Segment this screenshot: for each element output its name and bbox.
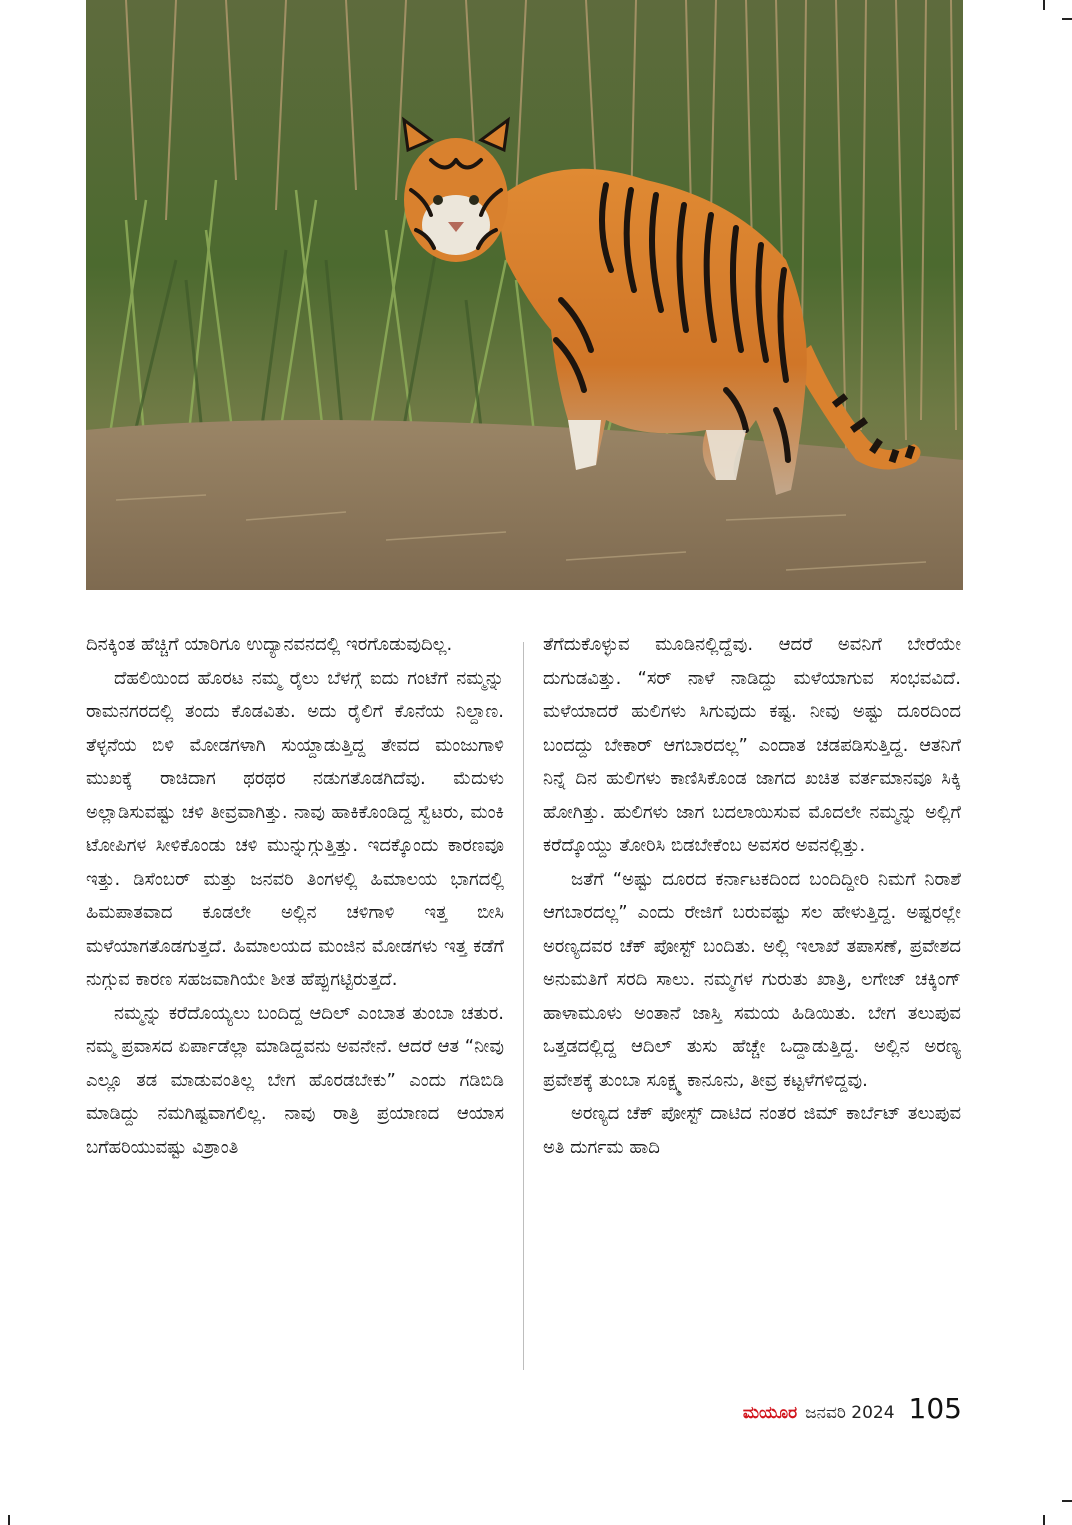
paragraph: ದೆಹಲಿಯಿಂದ ಹೊರಟ ನಮ್ಮ ರೈಲು ಬೆಳಗ್ಗೆ ಐದು ಗಂಟೆಗೆ ನಮ್ಮನ್ನು ರಾಮನಗರದಲ್ಲಿ ತಂದು ಕೊಡವಿತು. ಅದು ರೈಲಿಗೆ ಕೊನೆಯ ನಿಲ್ದಾಣ. ತೆಳ್ಳನೆಯ ಬಿಳಿ ಮೋಡಗಳಾಗಿ ಸುಯ್ದಾಡುತ್ತಿದ್ದ ತೇವದ ಮಂಜುಗಾಳಿ ಮುಖಕ್ಕೆ ರಾಚಿದಾಗ ಥರಥರ ನಡುಗತೊಡಗಿದೆವು. ಮೆದುಳು ಅಲ್ಲಾಡಿಸುವಷ್ಟು ಚಳಿ ತೀವ್ರವಾಗಿತ್ತು. ನಾವು ಹಾಕಿಕೊಂಡಿದ್ದ ಸ್ವೆಟರು, ಮಂಕಿ ಟೋಪಿಗಳ ಸೀಳಿಕೊಂಡು ಚಳಿ ಮುನ್ನುಗ್ಗುತ್ತಿತ್ತು. ಇದಕ್ಕೊಂದು ಕಾರಣವೂ ಇತ್ತು. ಡಿಸೆಂಬರ್ ಮತ್ತು ಜನವರಿ ತಿಂಗಳಲ್ಲಿ ಹಿಮಾಲಯ ಭಾಗದಲ್ಲಿ ಹಿಮಪಾತವಾದ ಕೂಡಲೇ ಅಲ್ಲಿನ ಚಳಿಗಾಳಿ ಇತ್ತ ಬೀಸಿ ಮಳೆಯಾಗತೊಡಗುತ್ತದೆ. ಹಿಮಾಲಯದ ಮಂಜಿನ ಮೋಡಗಳು ಇತ್ತ ಕಡೆಗೆ ನುಗ್ಗುವ ಕಾರಣ ಸಹಜವಾಗಿಯೇ ಶೀತ ಹೆಪ್ಪುಗಟ್ಟಿರುತ್ತದೆ. [86, 667, 504, 990]
crop-mark-right-bottom [1062, 1500, 1072, 1502]
paragraph: ಅರಣ್ಯದ ಚೆಕ್ ಪೋಸ್ಟ್ ದಾಟಿದ ನಂತರ ಜಿಮ್ ಕಾರ್ಬೆಟ್ ತಲುಪುವ ಅತಿ ದುರ್ಗಮ ಹಾದಿ [543, 1103, 961, 1158]
article-column-left [86, 628, 504, 1164]
magazine-logo: ಮಯೂರ [742, 1403, 798, 1423]
page-number: 105 [908, 1392, 962, 1425]
paragraph: ನಮ್ಮನ್ನು ಕರೆದೊಯ್ಯಲು ಬಂದಿದ್ದ ಆದಿಲ್ ಎಂಬಾತ ತುಂಬಾ ಚತುರ. ನಮ್ಮ ಪ್ರವಾಸದ ಏರ್ಪಾಡೆಲ್ಲಾ ಮಾಡಿದ್ದವನು ಅವನೇನೆ. ಆದರೆ ಆತ “ನೀವು ಎಲ್ಲೂ ತಡ ಮಾಡುವಂತಿಲ್ಲ ಬೇಗ ಹೊರಡಬೇಕು” ಎಂದು ಗಡಿಬಿಡಿ ಮಾಡಿದ್ದು ನಮಗಿಷ್ಟವಾಗಲಿಲ್ಲ. ನಾವು ರಾತ್ರಿ ಪ್ರಯಾಣದ ಆಯಾಸ ಬಗೆಹರಿಯುವಷ್ಟು ವಿಶ್ರಾಂತಿ [86, 1002, 504, 1158]
crop-mark-bottom-right [1043, 1515, 1045, 1525]
page-footer [743, 1392, 962, 1425]
tiger-photo [86, 0, 963, 590]
crop-mark-bottom-left [8, 1515, 10, 1525]
column-divider [523, 642, 524, 1370]
paragraph: ದಿನಕ್ಕಿಂತ ಹೆಚ್ಚಿಗೆ ಯಾರಿಗೂ ಉದ್ಯಾನವನದಲ್ಲಿ ಇರಗೊಡುವುದಿಲ್ಲ. [86, 634, 453, 655]
article-column-right [543, 628, 961, 1164]
crop-mark-right-top [1062, 18, 1072, 20]
crop-mark-top-right [1043, 0, 1045, 10]
tiger-icon [86, 0, 963, 590]
paragraph: ಜತೆಗೆ “ಅಷ್ಟು ದೂರದ ಕರ್ನಾಟಕದಿಂದ ಬಂದಿದ್ದೀರಿ ನಿಮಗೆ ನಿರಾಶೆ ಆಗಬಾರದಲ್ಲ” ಎಂದು ರೇಜಿಗೆ ಬರುವಷ್ಟು ಸಲ ಹೇಳುತ್ತಿದ್ದ. ಅಷ್ಟರಲ್ಲೇ ಅರಣ್ಯದವರ ಚೆಕ್ ಪೋಸ್ಟ್ ಬಂದಿತು. ಅಲ್ಲಿ ಇಲಾಖೆ ತಪಾಸಣೆ, ಪ್ರವೇಶದ ಅನುಮತಿಗೆ ಸರದಿ ಸಾಲು. ನಮ್ಮಗಳ ಗುರುತು ಖಾತ್ರಿ, ಲಗೇಜ್ ಚಕ್ಕಿಂಗ್ ಹಾಳಾಮೂಳು ಅಂತಾನೆ ಜಾಸ್ತಿ ಸಮಯ ಹಿಡಿಯಿತು. ಬೇಗ ತಲುಪುವ ಒತ್ತಡದಲ್ಲಿದ್ದ ಆದಿಲ್ ತುಸು ಹೆಚ್ಚೇ ಒದ್ದಾಡುತ್ತಿದ್ದ. ಅಲ್ಲಿನ ಅರಣ್ಯ ಪ್ರವೇಶಕ್ಕೆ ತುಂಬಾ ಸೂಕ್ಷ್ಮ ಕಾನೂನು, ತೀವ್ರ ಕಟ್ಟಳೆಗಳಿದ್ದವು. [543, 868, 961, 1091]
paragraph: ತೆಗೆದುಕೊಳ್ಳುವ ಮೂಡಿನಲ್ಲಿದ್ದೆವು. ಆದರೆ ಅವನಿಗೆ ಬೇರೆಯೇ ದುಗುಡವಿತ್ತು. “ಸರ್ ನಾಳೆ ನಾಡಿದ್ದು ಮಳೆಯಾಗುವ ಸಂಭವವಿದೆ. ಮಳೆಯಾದರೆ ಹುಲಿಗಳು ಸಿಗುವುದು ಕಷ್ಟ. ನೀವು ಅಷ್ಟು ದೂರದಿಂದ ಬಂದದ್ದು ಬೇಕಾರ್ ಆಗಬಾರದಲ್ಲ” ಎಂದಾತ ಚಡಪಡಿಸುತ್ತಿದ್ದ. ಆತನಿಗೆ ನಿನ್ನೆ ದಿನ ಹುಲಿಗಳು ಕಾಣಿಸಿಕೊಂಡ ಜಾಗದ ಖಚಿತ ವರ್ತಮಾನವೂ ಸಿಕ್ಕಿ ಹೋಗಿತ್ತು. ಹುಲಿಗಳು ಜಾಗ ಬದಲಾಯಿಸುವ ಮೊದಲೇ ನಮ್ಮನ್ನು ಅಲ್ಲಿಗೆ ಕರೆದ್ಕೊಯ್ದು ತೋರಿಸಿ ಬಿಡಬೇಕೆಂಬ ಅವಸರ ಅವನಲ್ಲಿತ್ತು. [543, 634, 961, 856]
issue-date: ಜನವರಿ 2024 [805, 1403, 895, 1423]
